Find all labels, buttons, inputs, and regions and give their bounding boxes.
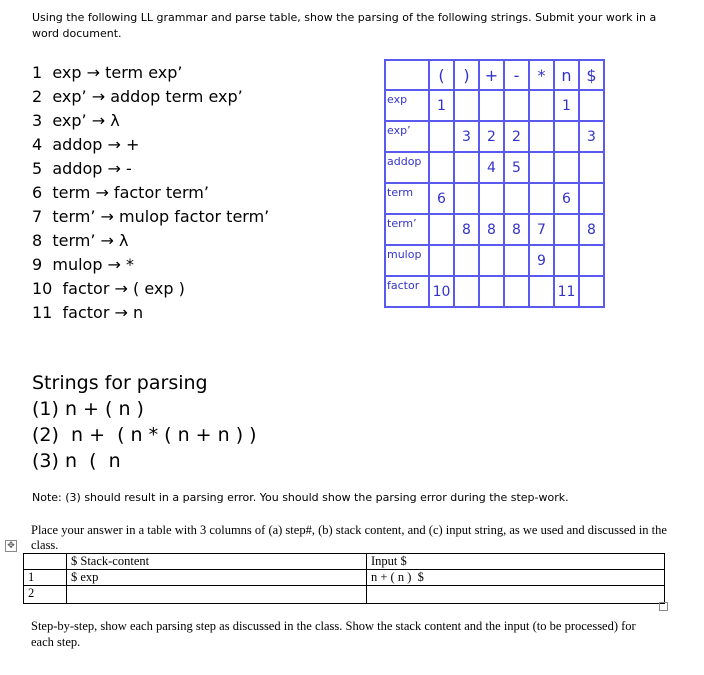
note: Note: (3) should result in a parsing error. You should show the parsing error during the step-work. (32, 491, 569, 504)
parse-table-cell (429, 121, 454, 152)
parse-table-cell: 1 (429, 90, 454, 121)
parse-table-cell (529, 183, 554, 214)
grammar-rule: 4 addop → + (32, 135, 140, 154)
parse-table-cell (504, 183, 529, 214)
parse-table-cell: 11 (554, 276, 579, 307)
grammar-rule: 6 term → factor term’ (32, 183, 209, 202)
answer-instructions: Place your answer in a table with 3 columns of (a) step#, (b) stack content, and (c) input string, as we used and discussed in the class. (31, 523, 667, 552)
table-move-handle-icon[interactable]: ✥ (5, 540, 17, 552)
parse-table-header-row (385, 60, 604, 90)
parse-table-row (385, 152, 604, 183)
parse-table-cell (429, 152, 454, 183)
nonterminal-label: addop (385, 152, 429, 183)
strings-title: Strings for parsing (32, 372, 208, 394)
parse-table-cell (429, 214, 454, 245)
parse-table-cell: 3 (579, 121, 604, 152)
nonterminal-label: term (385, 183, 429, 214)
table-row (24, 586, 665, 604)
parse-table-row (385, 121, 604, 152)
parse-table-cell (479, 276, 504, 307)
parse-table-cell (579, 276, 604, 307)
table-cell[interactable]: Input $ (367, 554, 665, 570)
grammar-rule: 9 mulop → * (32, 255, 135, 274)
table-cell[interactable]: $ Stack-content (67, 554, 367, 570)
parse-table-cell (579, 152, 604, 183)
parse-table-cell: 4 (479, 152, 504, 183)
parse-table-cell: 3 (454, 121, 479, 152)
parse-table-cell (579, 245, 604, 276)
grammar-rule: 1 exp → term exp’ (32, 63, 183, 82)
parse-table-cell (454, 276, 479, 307)
parse-table-cell: 8 (479, 214, 504, 245)
table-cell[interactable]: n + ( n ) $ (367, 570, 665, 586)
parse-table-header-cell: $ (579, 60, 604, 90)
parse-table-cell (554, 121, 579, 152)
parse-table-cell: 2 (479, 121, 504, 152)
parse-table-cell: 10 (429, 276, 454, 307)
parse-table-cell (554, 245, 579, 276)
parse-table-cell: 9 (529, 245, 554, 276)
parse-table-cell (479, 245, 504, 276)
parse-table-cell: 1 (554, 90, 579, 121)
parse-table-cell: 6 (429, 183, 454, 214)
table-cell[interactable]: 1 (24, 570, 67, 586)
parse-table-cell: 2 (504, 121, 529, 152)
parse-table-cell (529, 121, 554, 152)
parse-table-cell (529, 90, 554, 121)
parse-table-row (385, 90, 604, 121)
parse-table-cell: 6 (554, 183, 579, 214)
parse-table-header-cell: + (479, 60, 504, 90)
parse-table-header-cell: n (554, 60, 579, 90)
instructions: Using the following LL grammar and parse table, show the parsing of the following strings. Submit your work in a word document. (32, 11, 657, 40)
parse-table-cell (429, 245, 454, 276)
string-item: (3) n ( n (32, 450, 121, 472)
parse-table-cell: 5 (504, 152, 529, 183)
nonterminal-label: mulop (385, 245, 429, 276)
parse-table-cell (529, 276, 554, 307)
string-item: (1) n + ( n ) (32, 398, 144, 420)
parse-table-row (385, 183, 604, 214)
nonterminal-label: exp’ (385, 121, 429, 152)
parse-table-header-cell: * (529, 60, 554, 90)
table-cell[interactable] (67, 586, 367, 604)
parse-table-cell (554, 152, 579, 183)
parse-table-header-cell: - (504, 60, 529, 90)
parse-table-cell (454, 183, 479, 214)
grammar-rule: 11 factor → n (32, 303, 144, 322)
parse-table-row (385, 276, 604, 307)
table-cell[interactable] (367, 586, 665, 604)
grammar-rule: 5 addop → - (32, 159, 132, 178)
parse-table-cell: 8 (579, 214, 604, 245)
parse-table-row (385, 245, 604, 276)
parse-table-row (385, 214, 604, 245)
nonterminal-label: exp (385, 90, 429, 121)
grammar-rules (32, 61, 269, 325)
parse-table-cell (554, 214, 579, 245)
grammar-rule: 10 factor → ( exp ) (32, 279, 185, 298)
parse-table-cell (479, 183, 504, 214)
parse-table-cell (504, 90, 529, 121)
grammar-rule: 8 term’ → λ (32, 231, 129, 250)
parse-table-cell (479, 90, 504, 121)
parse-table-cell (454, 152, 479, 183)
parse-table-cell (579, 90, 604, 121)
parse-table-cell (454, 90, 479, 121)
table-cell[interactable]: $ exp (67, 570, 367, 586)
parse-table-header-cell: ) (454, 60, 479, 90)
parse-table (384, 59, 605, 308)
parse-table-cell (529, 152, 554, 183)
table-header-row (24, 554, 665, 570)
table-cell[interactable]: 2 (24, 586, 67, 604)
table-cell[interactable] (24, 554, 67, 570)
string-item: (2) n + ( n * ( n + n ) ) (32, 424, 257, 446)
grammar-rule: 2 exp’ → addop term exp’ (32, 87, 243, 106)
table-row (24, 570, 665, 586)
parse-table-header-cell (385, 60, 429, 90)
strings-section (32, 370, 257, 474)
parse-table-cell (579, 183, 604, 214)
grammar-rule: 3 exp’ → λ (32, 111, 120, 130)
parse-table-cell: 8 (504, 214, 529, 245)
final-instructions: Step-by-step, show each parsing step as discussed in the class. Show the stack content and the input (to be processed) for each step. (31, 619, 636, 649)
parse-table-header-cell: ( (429, 60, 454, 90)
nonterminal-label: factor (385, 276, 429, 307)
parse-table-cell: 7 (529, 214, 554, 245)
parse-table-cell: 8 (454, 214, 479, 245)
answer-table[interactable] (23, 553, 665, 604)
parse-table-cell (504, 276, 529, 307)
grammar-rule: 7 term’ → mulop factor term’ (32, 207, 270, 226)
parse-table-cell (504, 245, 529, 276)
nonterminal-label: term’ (385, 214, 429, 245)
parse-table-cell (454, 245, 479, 276)
table-resize-handle[interactable] (659, 602, 668, 611)
